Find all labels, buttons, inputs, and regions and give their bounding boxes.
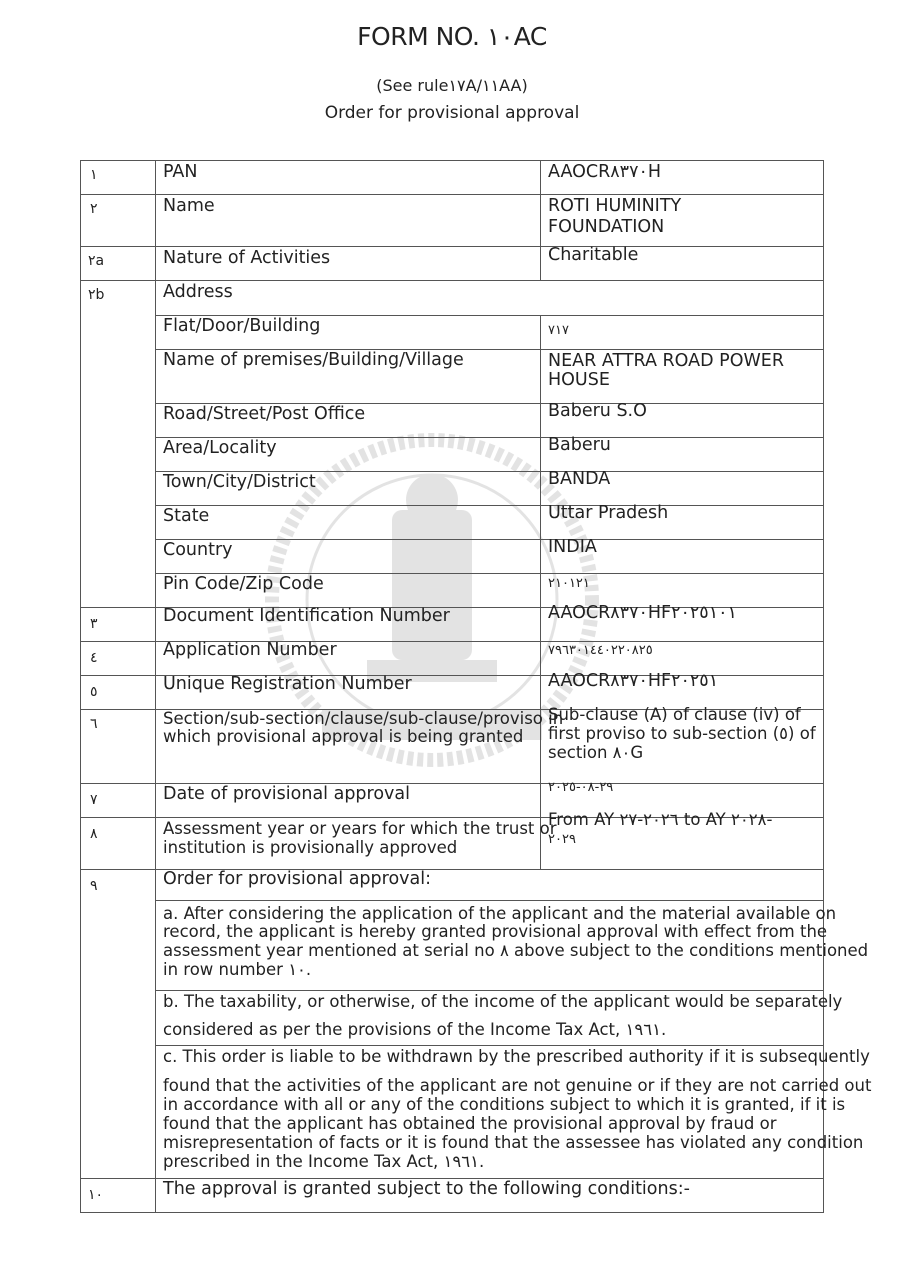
flat-label: Flat/Door/Building [163, 316, 321, 336]
name-label: Name [163, 196, 215, 216]
area-value: Baberu [548, 435, 611, 455]
section-label-line2: which provisional approval is being granted [163, 727, 524, 746]
pin-label: Pin Code/Zip Code [163, 574, 324, 594]
section-value-line1: Sub-clause (A) of clause (iv) of [548, 705, 801, 724]
row-number: ٨ [90, 826, 98, 842]
section-value-line3: section ٨٠G [548, 743, 644, 762]
state-label: State [163, 506, 210, 526]
order-label: Order for provisional approval: [163, 869, 431, 889]
row-number: ٤ [90, 650, 98, 666]
ay-label-line1: Assessment year or years for which the trust or [163, 819, 557, 838]
order-a-line1: a. After considering the application of the applicant and the material available on [163, 904, 837, 923]
din-label: Document Identification Number [163, 606, 450, 626]
ay-value-line1: From AY ٢٠٢٦-٢٧ to AY ٢٠٢٨- [548, 810, 773, 829]
name-value-line2: FOUNDATION [548, 217, 665, 237]
ay-label-line2: institution is provisionally approved [163, 838, 458, 857]
row-number: ٢a [88, 253, 105, 269]
date-label: Date of provisional approval [163, 784, 410, 804]
order-b-line2: considered as per the provisions of the Income Tax Act, ١٩٦١. [163, 1020, 667, 1039]
order-a-line2: record, the applicant is hereby granted provisional approval with effect from the [163, 922, 828, 941]
din-value: AAOCR٨٣٧٠HF٢٠٢٥١٠١ [548, 603, 737, 623]
town-value: BANDA [548, 469, 611, 489]
date-value: ٢٩-٠٨-٢٠٢٥ [548, 780, 614, 795]
order-c-line2: found that the activities of the applicant are not genuine or if they are not carried out [163, 1076, 872, 1095]
row-number: ٦ [90, 716, 98, 732]
state-value: Uttar Pradesh [548, 503, 669, 523]
order-b-line1: b. The taxability, or otherwise, of the income of the applicant would be separately [163, 992, 843, 1011]
rule-reference: (See rule١٧A/١١AA) [376, 76, 528, 95]
urn-label: Unique Registration Number [163, 674, 412, 694]
pan-value: AAOCR٨٣٧٠H [548, 162, 662, 182]
nature-value: Charitable [548, 245, 639, 265]
row-number: ٧ [90, 792, 98, 808]
application-label: Application Number [163, 640, 337, 660]
pan-label: PAN [163, 162, 198, 182]
row-number: ٢b [88, 287, 105, 303]
order-c-line4: found that the applicant has obtained the provisional approval by fraud or [163, 1114, 777, 1133]
row-number: ١٠ [88, 1187, 104, 1203]
order-a-line4: in row number ١٠. [163, 960, 312, 979]
flat-value: ٧١٧ [548, 323, 569, 338]
application-value: ٧٩٦٣٠١٤٤٠٢٢٠٨٢٥ [548, 643, 653, 658]
urn-value: AAOCR٨٣٧٠HF٢٠٢٥١ [548, 671, 719, 691]
road-value: Baberu S.O [548, 401, 647, 421]
order-c-line1: c. This order is liable to be withdrawn by the prescribed authority if it is subsequently [163, 1047, 870, 1066]
town-label: Town/City/District [163, 472, 316, 492]
form-subtitle: Order for provisional approval [324, 103, 580, 123]
row-number: ١ [90, 167, 98, 183]
pin-value: ٢١٠١٢١ [548, 576, 590, 591]
country-value: INDIA [548, 537, 597, 557]
order-c-line5: misrepresentation of facts or it is found that the assessee has violated any condition [163, 1133, 864, 1152]
premises-value-line1: NEAR ATTRA ROAD POWER [548, 351, 784, 371]
row-number: ٢ [90, 201, 98, 217]
section-label-line1: Section/sub-section/clause/sub-clause/proviso in [163, 709, 564, 728]
premises-label: Name of premises/Building/Village [163, 350, 464, 370]
name-value-line1: ROTI HUMINITY [548, 196, 682, 216]
row-number: ٥ [90, 684, 98, 700]
address-label: Address [163, 282, 233, 302]
premises-value-line2: HOUSE [548, 370, 610, 390]
conditions-label: The approval is granted subject to the following conditions:- [163, 1179, 690, 1199]
nature-label: Nature of Activities [163, 248, 331, 268]
order-c-line3: in accordance with all or any of the conditions subject to which it is granted, if it is [163, 1095, 846, 1114]
row-number: ٩ [90, 878, 98, 894]
area-label: Area/Locality [163, 438, 277, 458]
row-number: ٣ [90, 616, 98, 632]
form-title: FORM NO. ١٠AC [357, 22, 547, 51]
order-a-line3: assessment year mentioned at serial no ٨ above subject to the conditions mentioned [163, 941, 869, 960]
road-label: Road/Street/Post Office [163, 404, 366, 424]
order-c-line6: prescribed in the Income Tax Act, ١٩٦١. [163, 1152, 485, 1171]
ay-value-line2: ٢٠٢٩ [548, 832, 576, 847]
country-label: Country [163, 540, 233, 560]
section-value-line2: first proviso to sub-section (٥) of [548, 724, 816, 743]
